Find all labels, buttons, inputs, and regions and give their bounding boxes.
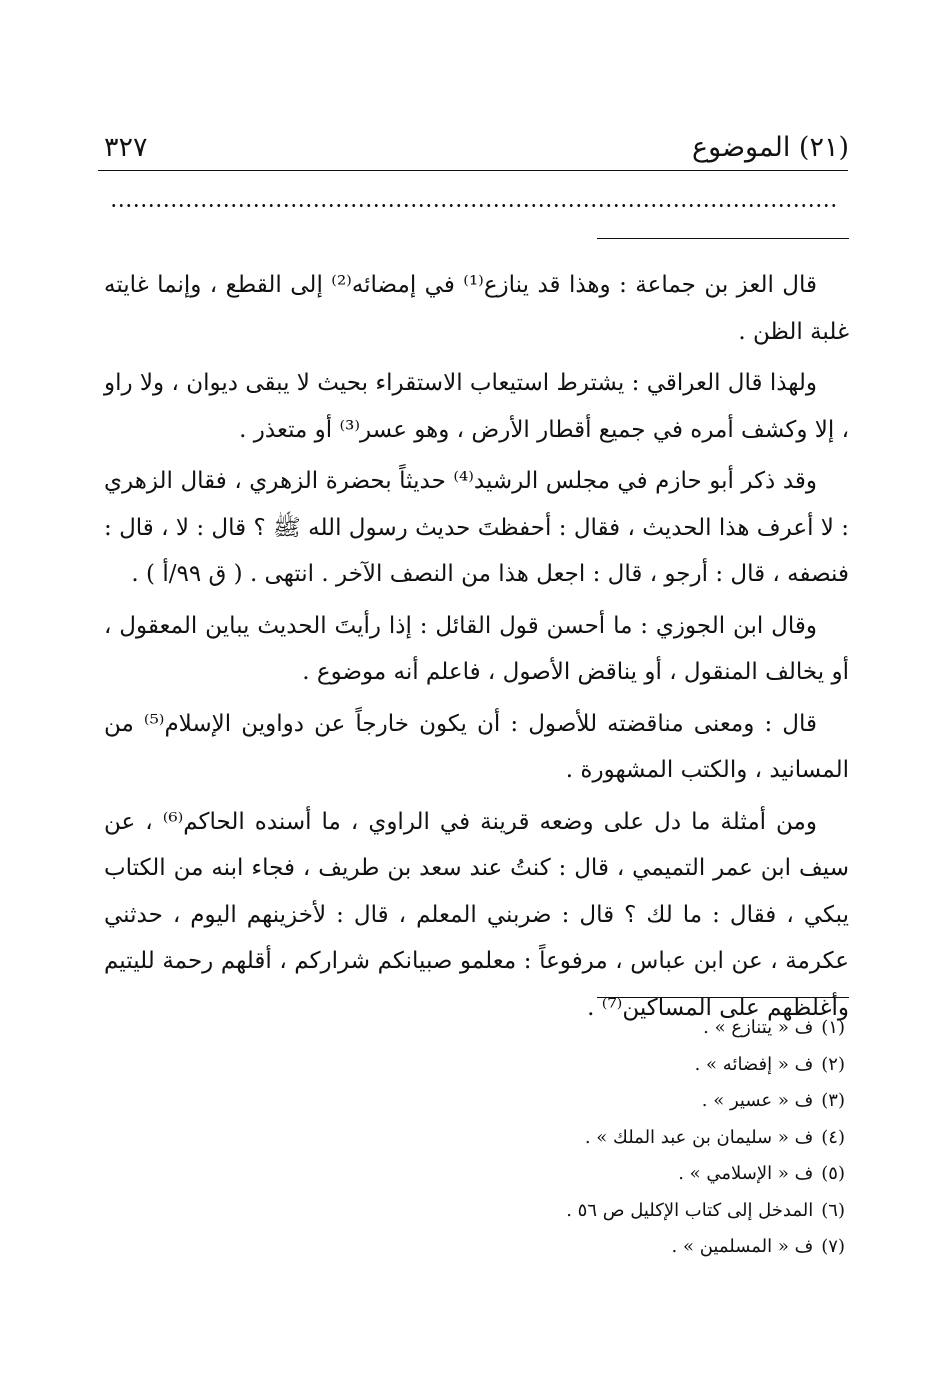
footnote-number: (٦) [821,1199,845,1221]
footnotes [125,1010,845,1266]
footnote-text: المدخل إلى كتاب الإكليل ص ٥٦ . [566,1199,814,1221]
paragraph: ومن أمثلة ما دل على وضعه قرينة في الراوي ، ما أسنده الحاكم⁽⁶⁾ ، عن سيف ابن عمر التميمي ، قال : كنتُ عند سعد بن طريف ، فجاء ابنه من الكتاب يبكي ، فقال : ما لك ؟ قال : ضربني المعلم ، قال : لأخزينهم اليوم ، حدثني عكرمة ، عن ابن عباس ، مرفوعاً : معلمو صبيانكم شراركم ، أقلهم رحمة لليتيم وأغلظهم على المساكين⁽⁷⁾ . [104,808,849,1021]
footnote-text: ف « عسير » . [701,1090,814,1111]
dotted-line [110,194,838,216]
footnote [125,1010,845,1047]
page-number: ٣٢٧ [104,132,148,163]
footnote-number: (١) [821,1017,845,1038]
footnote-text: ف « إفضائه » . [694,1053,814,1075]
footnote-text: ف « المسلمين » . [671,1236,814,1257]
paragraph: قال : ومعنى مناقضته للأصول : أن يكون خارجاً عن دواوين الإسلام⁽⁵⁾ من المسانيد ، والكتب المشهورة . [104,710,849,783]
main-text [104,262,849,1036]
footnote-number: (٢) [821,1053,845,1075]
paragraph: وقد ذكر أبو حازم في مجلس الرشيد⁽⁴⁾ حديثاً بحضرة الزهري ، فقال الزهري : لا أعرف هذا الحديث ، فقال : أحفظتَ حديث رسول الله ﷺ ؟ قال : لا ، قال : فنصفه ، قال : أرجو ، قال : اجعل هذا من النصف الآخر . انتهى . ( ق ٩٩/أ ) . [104,468,849,587]
footnote [125,1156,845,1193]
footnote-number: (٤) [821,1126,845,1148]
paragraph: قال العز بن جماعة : وهذا قد ينازع⁽¹⁾ في إمضائه⁽²⁾ إلى القطع ، وإنما غايته غلبة الظن . [104,272,849,345]
footnote-rule [597,997,849,998]
footnote-number: (٣) [821,1090,845,1111]
footnote [125,1193,845,1230]
header-rule [98,170,848,171]
chapter-title: (٢١) الموضوع [692,132,849,163]
footnote-text: ف « الإسلامي » . [678,1163,814,1184]
footnote-number: (٥) [821,1163,845,1184]
footnote [125,1047,845,1084]
footnote-number: (٧) [821,1236,845,1257]
paragraph: ولهذا قال العراقي : يشترط استيعاب الاستقراء بحيث لا يبقى ديوان ، ولا راو ، إلا وكشف أمره في جميع أقطار الأرض ، وهو عسر⁽³⁾ أو متعذر . [104,370,849,443]
paragraph: وقال ابن الجوزي : ما أحسن قول القائل : إذا رأيتَ الحديث يباين المعقول ، أو يخالف المنقول ، أو يناقض الأصول ، فاعلم أنه موضوع . [104,612,849,685]
footnote-text: ف « سليمان بن عبد الملك » . [584,1126,814,1148]
footnote [125,1229,845,1266]
footnote [125,1083,845,1120]
section-separator [597,238,849,239]
footnote-text: ف « يتنازع » . [703,1017,814,1038]
footnote [125,1120,845,1157]
